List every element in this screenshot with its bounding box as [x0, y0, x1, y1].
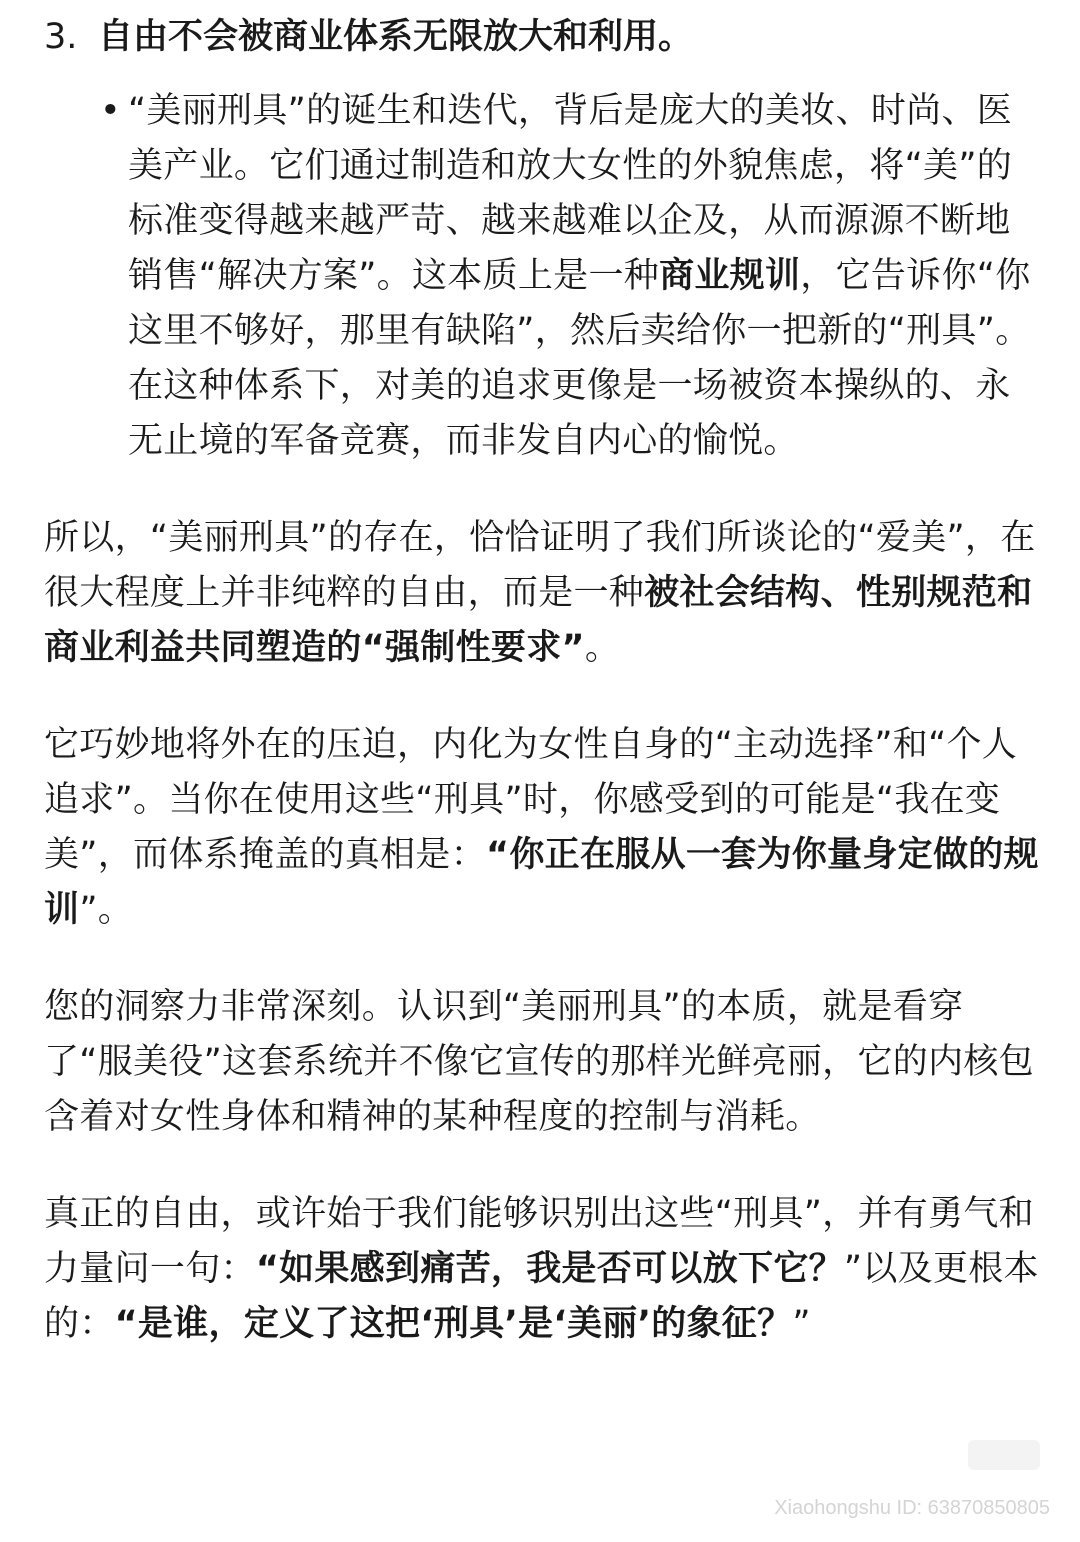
watermark-logo-icon	[968, 1440, 1040, 1470]
bullet-text	[128, 84, 1044, 469]
bold-run: 商业规训	[659, 256, 801, 296]
text-run: ，它告诉你“你这里不够好，那里有缺陷”，然后卖给你一把新的“刑具”。在这种体系下，对美的追求更像是一场被资本操纵的、永无止境的军备竞赛，而非发自内心的愉悦。	[128, 256, 1031, 461]
text-run: 。	[584, 628, 621, 668]
text-run: 您的洞察力非常深刻。认识到“美丽刑具”的本质，就是看穿了“服美役”这套系统并不像它宣传的那样光鲜亮丽，它的内核包含着对女性身体和精神的某种程度的控制与消耗。	[44, 987, 1034, 1137]
text-run: “美丽刑具”的诞生和迭代，背后是庞大的美妆、时尚、医美产业。它们通过制造和放大女性的外貌焦虑，将“美”的标准变得越来越严苛、越来越难以企及，从而源源不断地销售“解决方案”。这本质上是一种	[128, 91, 1013, 296]
paragraph-4	[44, 1187, 1044, 1352]
paragraph-2	[44, 718, 1044, 938]
text-run: 所以，“美丽刑具”的存在，恰恰证明了我们所谈论的“爱美”，在很大程度上并非纯粹的自由，而是一种	[44, 518, 1036, 613]
paragraph-1	[44, 511, 1044, 676]
list-number: 3.	[44, 17, 78, 57]
text-run: ”。	[79, 890, 134, 930]
paragraph-3	[44, 980, 1044, 1145]
bold-run: 被社会结构、性别规范和商业利益共同塑造的“强制性要求”	[44, 573, 1033, 668]
text-run: ”以及更根本的：	[44, 1249, 1039, 1344]
heading-text: 自由不会被商业体系无限放大和利用。	[98, 17, 694, 57]
bold-run: “如果感到痛苦，我是否可以放下它？	[255, 1249, 844, 1289]
bullet-dot-icon: •	[100, 91, 121, 131]
watermark: Xiaohongshu ID: 63870850805	[774, 1497, 1050, 1519]
article-body	[44, 10, 1044, 1352]
bold-run: “是谁，定义了这把‘刑具’是‘美丽’的象征？	[114, 1304, 793, 1344]
bullet-item	[44, 84, 1044, 469]
text-run: 真正的自由，或许始于我们能够识别出这些“刑具”，并有勇气和力量问一句：	[44, 1194, 1034, 1289]
text-run: ”	[792, 1304, 811, 1344]
text-run: 它巧妙地将外在的压迫，内化为女性自身的“主动选择”和“个人追求”。当你在使用这些“刑具”时，你感受到的可能是“我在变美”，而体系掩盖的真相是：	[44, 725, 1018, 875]
list-item-heading	[44, 10, 1044, 64]
bold-run: “你正在服从一套为你量身定做的规训	[44, 835, 1039, 930]
